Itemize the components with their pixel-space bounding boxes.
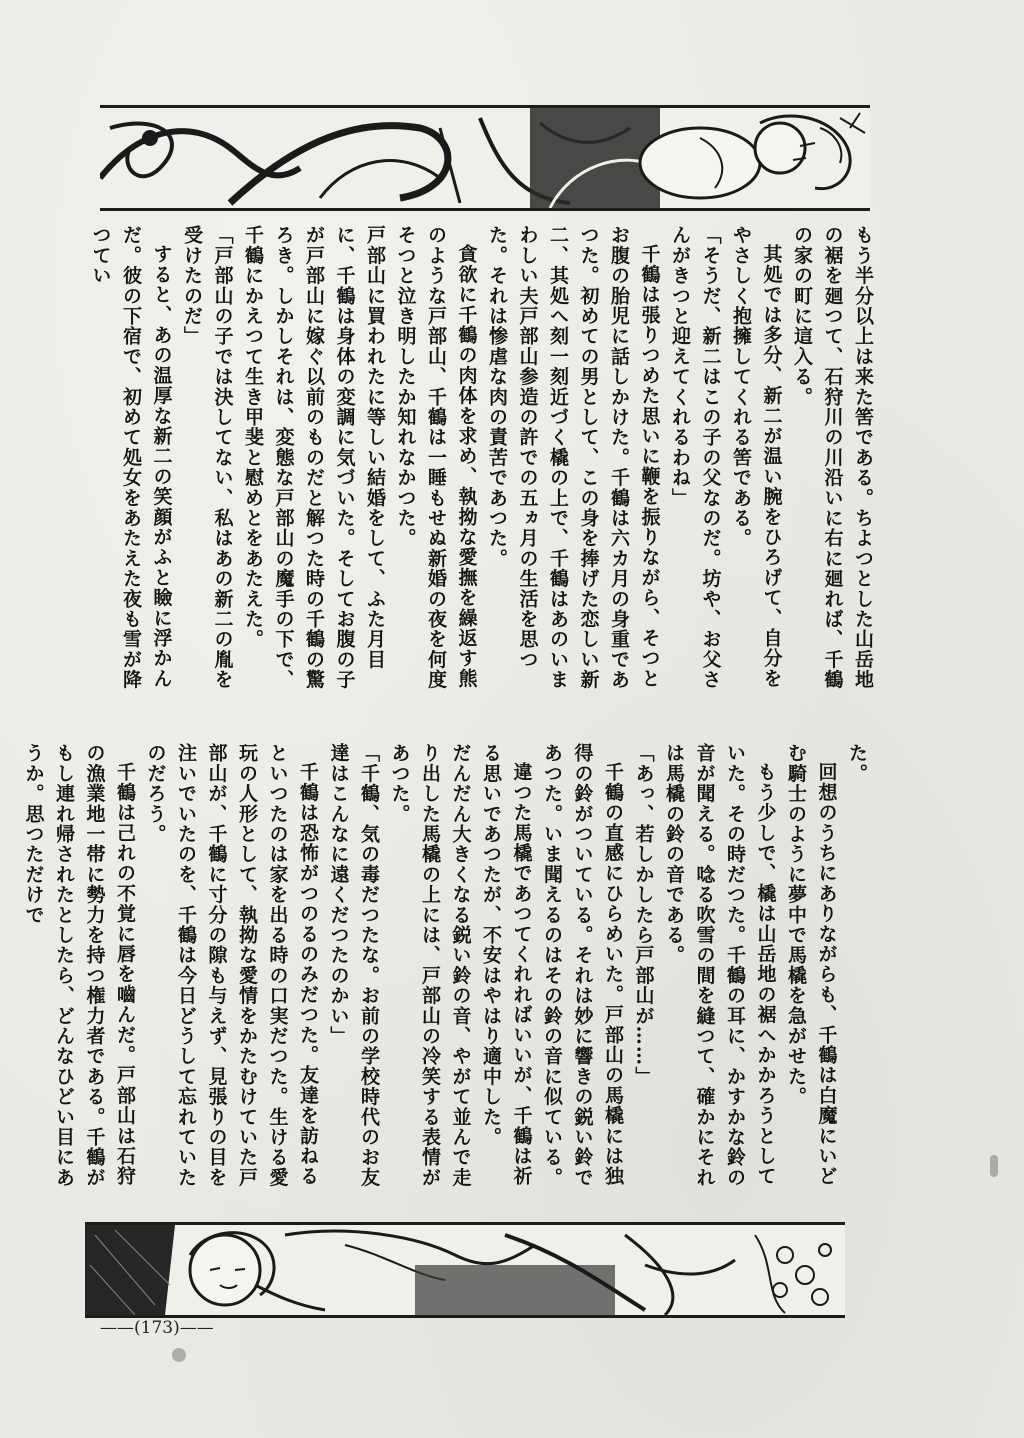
paragraph: 千鶴は己れの不覚に唇を嚙んだ。戸部山は石狩の漁業地一帯に勢力を持つ権力者である。千鶴がもし連れ帰されたとしたら、どんなひどい目にあうか。思つただけで	[22, 743, 136, 1188]
paragraph: 千鶴は張りつめた思いに鞭を振りながら、そつとお腹の胎児に話しかけた。千鶴は六カ月の身重であつた。初めての男として、この身を捧げた恋しい新二、其処へ刻一刻近づく橇の上で、千鶴はあのいまわしい夫戸部山参造の許での五ヵ月の生活を思つた。それは惨虐な肉の責苦であつた。	[486, 225, 661, 690]
paragraph: 戸部山に買われたに等しい結婚をして、ふた月目に、千鶴は身体の変調に気づいた。そしてお腹の子が戸部山に嫁ぐ以前のものだと解つた時の千鶴の驚ろき。しかしそれは、変態な戸部山の魔手の下で、千鶴にかえつて生き甲斐と慰めとをあたえた。	[242, 225, 386, 690]
paragraph: 「そうだ、新二はこの子の父なのだ。坊や、お父さんがきつと迎えてくれるわね」	[669, 225, 722, 690]
ink-smudge	[172, 1348, 186, 1362]
paragraph: だんだん大きくなる鋭い鈴の音、やがて並んで走り出した馬橇の上には、戸部山の冷笑する表情があつた。	[388, 743, 472, 1188]
text-block-upper	[78, 225, 878, 695]
paragraph: 回想のうちにありながらも、千鶴は白魔にいどむ騎士のように夢中で馬橇を急がせた。	[785, 743, 838, 1187]
paragraph: 貪欲に千鶴の肉体を求め、執拗な愛撫を繰返す熊のような戸部山、千鶴は一睡もせぬ新婚の夜を何度そつと泣き明したか知れなかつた。	[394, 225, 478, 690]
paragraph: た。	[846, 743, 868, 784]
paragraph: 「戸部山の子では決してない、私はあの新二の胤を受けたのだ」	[181, 225, 234, 690]
paragraph: すると、あの温厚な新二の笑顔がふと瞼に浮かんだ。彼の下宿で、初めて処女をあたえた夜も雪が降つてい	[89, 225, 173, 690]
text-block-lower	[22, 743, 872, 1205]
bottom-illustration	[85, 1222, 845, 1318]
paragraph: 千鶴の直感にひらめいた。戸部山の馬橇には独得の鈴がついている。それは妙に響きの鋭い鈴であつた。いま聞えるのはその鈴の音に似ている。	[541, 743, 624, 1188]
paragraph: 千鶴は恐怖がつのるのみだつた。友達を訪ねるといつたのは家を出る時の口実だつた。生ける愛玩の人形として、執拗な愛情をかたむけていた戸部山が、千鶴に寸分の隙も与えず、見張りの目を注いでいたのを、千鶴は今日どうして忘れていたのだろう。	[144, 743, 319, 1188]
paragraph: 違つた馬橇であつてくれればいいが、千鶴は祈る思いであつたが、不安はやはり適中した。	[480, 743, 533, 1187]
paragraph: 「あっ、若しかしたら戸部山が……」	[632, 743, 655, 1087]
bottom-illustration-art	[85, 1225, 845, 1315]
page-number: ——(173)——	[100, 1318, 214, 1338]
paragraph: もう半分以上は来た筈である。ちよつとした山岳地の裾を廻つて、石狩川の川沿いに右に廻れば、千鶴の家の町に這入る。	[791, 225, 874, 690]
paragraph: 其処では多分、新二が温い腕をひろげて、自分をやさしく抱擁してくれる筈である。	[730, 225, 783, 689]
ink-smudge	[990, 1155, 998, 1177]
top-illustration	[100, 105, 870, 211]
paragraph: もう少しで、橇は山岳地の裾へかかろうとしていた。その時だつた。千鶴の耳に、かすかな鈴の音が聞える。唸る吹雪の間を縫つて、確かにそれは馬橇の鈴の音である。	[663, 743, 777, 1188]
paragraph: 「千鶴、気の毒だつたな。お前の学校時代のお友達はこんなに遠くだつたのかい」	[327, 743, 380, 1188]
top-illustration-art	[100, 108, 870, 208]
